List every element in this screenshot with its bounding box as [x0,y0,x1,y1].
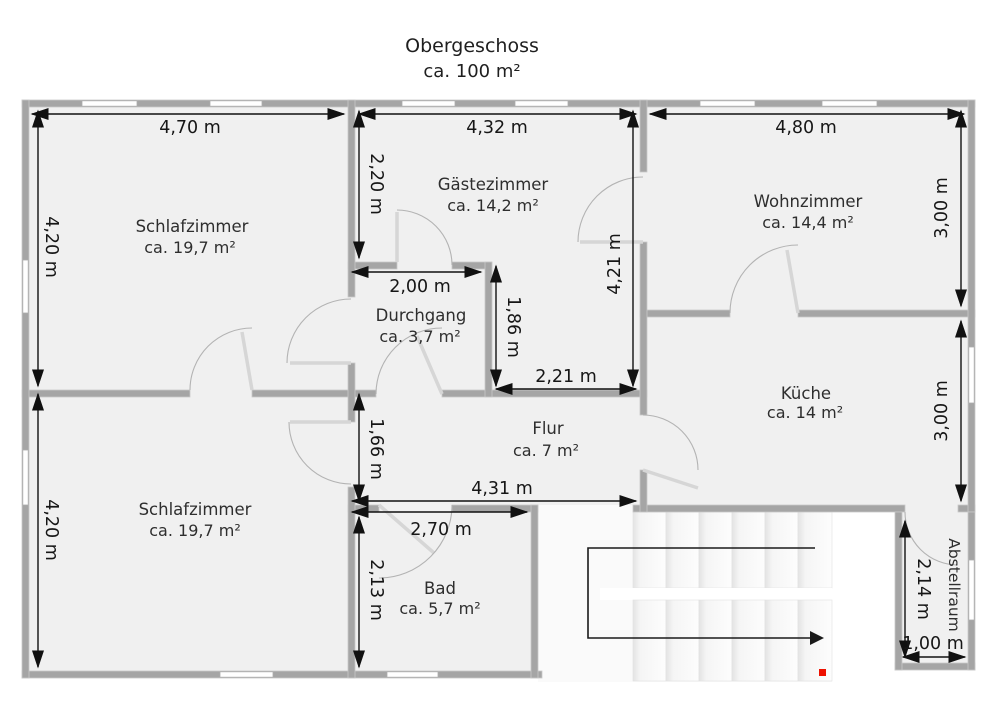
wall-a-upper [348,100,355,297]
window [23,450,28,505]
dim-label: 3,00 m [932,177,952,239]
dim-label: 2,14 m [913,558,933,620]
floor-total-area: ca. 100 m² [423,61,521,82]
stair-treads-upper [633,512,832,588]
dim-label: 4,20 m [41,216,61,278]
dim-label: 4,21 m [605,233,625,295]
dim-label: 4,31 m [471,479,533,499]
dim-label: 2,20 m [366,153,386,215]
room-area-label: ca. 5,7 m² [399,599,481,618]
dim-label: 2,21 m [535,367,597,387]
room-area-label: ca. 7 m² [512,441,580,460]
dim-label: 4,70 m [159,118,221,138]
wall-a-lower [348,487,355,678]
window [515,101,568,106]
room-label: Küche [780,384,832,403]
wall-bad-top-b [452,505,538,512]
stairwell [538,505,832,682]
window [402,101,455,106]
wall-b-upper [640,100,647,172]
wall-mid-left-b [252,390,376,397]
floor-title: Obergeschoss [405,35,539,57]
room-label: Abstellraum [945,538,963,632]
window [82,101,137,106]
window [210,101,262,106]
wall-a-mid [348,363,355,422]
room-label: Durchgang [375,306,467,325]
dim-label: 4,32 m [466,118,528,138]
window [23,260,28,313]
room-area-label: ca. 3,7 m² [379,327,461,346]
window [822,101,877,106]
wall-b-mid [640,242,647,415]
room-label: Gästezimmer [437,175,549,194]
wall-wohn-kueche-b [798,310,975,317]
red-marker [819,669,826,676]
wall-wohn-kueche-a [640,310,730,317]
dim-label: 3,00 m [932,380,952,442]
plan-title [405,35,539,82]
room-area-label: ca. 19,7 m² [144,238,236,257]
dim-label: 1,00 m [902,634,964,654]
wall-outer-bottom [22,671,542,678]
room-label: Schlafzimmer [138,500,252,519]
stair-landing-gap [600,588,832,600]
dim-label: 2,13 m [366,559,386,621]
wall-durchgang-right [485,262,492,397]
wall-outer-left [22,100,29,678]
window [387,672,438,677]
window [700,101,755,106]
wall-b-lower [640,470,647,512]
window [969,347,974,403]
room-label: Flur [532,419,564,438]
room-label: Schlafzimmer [135,217,249,236]
room-label: Bad [424,579,456,598]
wall-outer-right [968,100,975,512]
dim-label: 2,70 m [410,520,472,540]
wall-mid-left-a [22,390,190,397]
dim-label: 4,20 m [41,499,61,561]
wall-abstell-bottom [895,663,975,670]
wall-mid-left-c [442,390,647,397]
dim-label: 1,66 m [366,418,386,480]
room-area-label: ca. 19,7 m² [149,521,241,540]
room-area-label: ca. 14,2 m² [447,196,539,215]
dim-label: 2,00 m [389,277,451,297]
room-area-label: ca. 14 m² [766,403,844,422]
window [969,560,974,620]
dim-label: 1,86 m [503,296,523,358]
dim-label: 4,80 m [775,118,837,138]
window [220,672,273,677]
wall-kueche-bottom [633,505,905,512]
room-area-label: ca. 14,4 m² [762,213,854,232]
wall-bad-right [531,505,538,678]
wall-abstell-left [895,512,902,670]
room-label: Wohnzimmer [753,192,863,211]
stair-treads-lower [633,600,832,681]
